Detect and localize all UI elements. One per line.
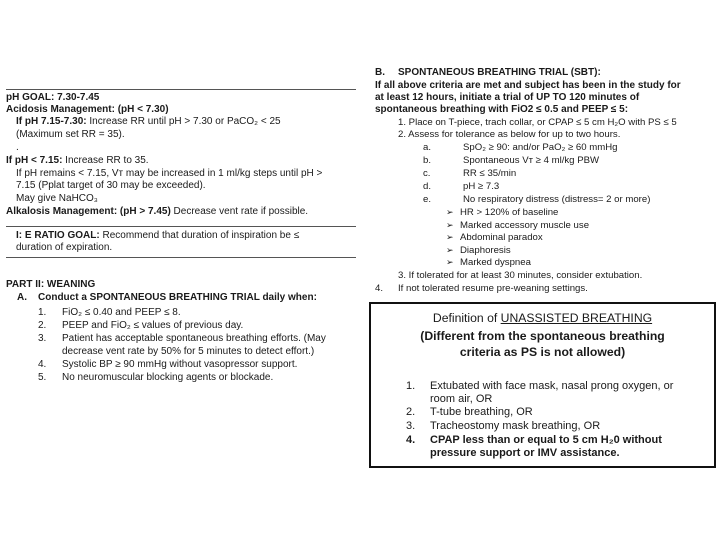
criteria-num: 4. bbox=[38, 359, 47, 370]
distress-sign: Marked accessory muscle use bbox=[460, 220, 590, 231]
distress-sign: Abdominal paradox bbox=[460, 232, 543, 243]
criteria-text: PEEP and FiO₂ ≤ values of previous day. bbox=[62, 320, 244, 331]
sbt-step-4-num: 4. bbox=[375, 283, 384, 294]
tolerance-letter: e. bbox=[423, 194, 432, 205]
box-title-plain: Definition of bbox=[432, 311, 501, 325]
acid-rule-1-line2: (Maximum set RR = 35). bbox=[16, 129, 125, 140]
part2-heading: PART II: WEANING bbox=[6, 279, 96, 290]
acid-rule-2-line3: 7.15 (Pplat target of 30 may be exceeded). bbox=[16, 180, 206, 191]
sbt-step-1: 1. Place on T-piece, trach collar, or CPAP ≤ 5 cm H₂O with PS ≤ 5 bbox=[398, 117, 677, 128]
criteria-num: 2. bbox=[38, 320, 47, 331]
box-item-text: CPAP less than or equal to 5 cm H₂0 without bbox=[430, 434, 662, 446]
criteria-num: 5. bbox=[38, 372, 47, 383]
box-title bbox=[371, 312, 714, 326]
acid-rule-1-text: Increase RR until pH > 7.30 or PaCO₂ < 25 bbox=[86, 116, 281, 127]
box-item-text-cont: room air, OR bbox=[430, 393, 493, 405]
tolerance-letter: c. bbox=[423, 168, 431, 179]
sbt-intro-2: at least 12 hours, initiate a trial of UP TO 120 minutes of bbox=[375, 92, 640, 103]
sbt-letter: B. bbox=[375, 67, 385, 78]
criteria-text-cont: decrease vent rate by 50% for 5 minutes to detect effort.) bbox=[62, 346, 315, 357]
acid-rule-2 bbox=[6, 155, 149, 167]
sbt-step-2: 2. Assess for tolerance as below for up to two hours. bbox=[398, 129, 621, 140]
acid-rule-2-line2: If pH remains < 7.15, Vᴛ may be increased in 1 ml/kg steps until pH > bbox=[16, 168, 323, 179]
criteria-text: Systolic BP ≥ 90 mmHg without vasopressor support. bbox=[62, 359, 298, 370]
sbt-step-4-text: If not tolerated resume pre-weaning settings. bbox=[398, 283, 588, 294]
sbt-heading: SPONTANEOUS BREATHING TRIAL (SBT): bbox=[398, 67, 601, 78]
ie-ratio-text: Recommend that duration of inspiration be ≤ bbox=[99, 230, 300, 241]
box-item-text: T-tube breathing, OR bbox=[430, 406, 533, 418]
box-title-underlined: UNASSISTED BREATHING bbox=[500, 311, 653, 325]
box-subtitle-2: criteria as PS is not allowed) bbox=[459, 345, 626, 359]
criteria-num: 1. bbox=[38, 307, 47, 318]
criteria-text: FiO₂ ≤ 0.40 and PEEP ≤ 8. bbox=[62, 307, 181, 318]
arrow-bullet-icon: ➢ bbox=[446, 232, 454, 242]
distress-sign: Marked dyspnea bbox=[460, 257, 531, 268]
acid-rule-1 bbox=[16, 116, 281, 128]
tolerance-text: pH ≥ 7.3 bbox=[463, 181, 500, 192]
distress-sign: Diaphoresis bbox=[460, 245, 511, 256]
alkalosis-text: Decrease vent rate if possible. bbox=[170, 206, 309, 217]
distress-sign: HR > 120% of baseline bbox=[460, 207, 559, 218]
acid-rule-2-label: If pH < 7.15: bbox=[6, 155, 63, 166]
unassisted-breathing-box bbox=[369, 302, 716, 468]
tolerance-text: Spontaneous Vᴛ ≥ 4 ml/kg PBW bbox=[463, 155, 600, 166]
divider-top-left bbox=[6, 89, 356, 90]
box-item-num: 3. bbox=[406, 420, 416, 432]
tolerance-text: RR ≤ 35/min bbox=[463, 168, 517, 179]
acid-rule-2-text: Increase RR to 35. bbox=[62, 155, 149, 166]
box-item-text: Extubated with face mask, nasal prong oxygen, or bbox=[430, 380, 674, 392]
criteria-text: Patient has acceptable spontaneous breathing efforts. (May bbox=[62, 333, 326, 344]
criteria-text: No neuromuscular blocking agents or blockade. bbox=[62, 372, 274, 383]
arrow-bullet-icon: ➢ bbox=[446, 220, 454, 230]
box-item-text: Tracheostomy mask breathing, OR bbox=[430, 420, 601, 432]
tolerance-text: SpO₂ ≥ 90: and/or PaO₂ ≥ 60 mmHg bbox=[463, 142, 618, 153]
arrow-bullet-icon: ➢ bbox=[446, 207, 454, 217]
ie-ratio-line2: duration of expiration. bbox=[16, 242, 113, 253]
ie-ratio-label: I: E RATIO GOAL: bbox=[16, 230, 100, 241]
sbt-item-letter: A. bbox=[17, 292, 27, 303]
acid-rule-1-label: If pH 7.15-7.30: bbox=[16, 116, 87, 127]
sbt-step-3: 3. If tolerated for at least 30 minutes, consider extubation. bbox=[398, 270, 643, 281]
tolerance-text: No respiratory distress (distress= 2 or more) bbox=[463, 194, 651, 205]
box-item-num: 2. bbox=[406, 406, 416, 418]
acidosis-heading: Acidosis Management: (pH < 7.30) bbox=[6, 104, 169, 115]
box-item-num: 4. bbox=[406, 434, 416, 446]
box-item-text-cont: pressure support or IMV assistance. bbox=[430, 447, 620, 459]
ph-goal-heading: pH GOAL: 7.30-7.45 bbox=[6, 92, 100, 103]
sbt-intro-3: spontaneous breathing with FiO2 ≤ 0.5 and PEEP ≤ 5: bbox=[375, 104, 629, 115]
divider-weaning bbox=[6, 257, 356, 258]
acid-rule-2-line4: May give NaHCO₃ bbox=[16, 193, 98, 204]
tolerance-letter: b. bbox=[423, 155, 432, 166]
divider-mid-left bbox=[6, 226, 356, 227]
sbt-intro-1: If all above criteria are met and subject has been in the study for bbox=[375, 80, 681, 91]
alkalosis-label: Alkalosis Management: (pH > 7.45) bbox=[6, 206, 171, 217]
tolerance-letter: a. bbox=[423, 142, 432, 153]
box-item-num: 1. bbox=[406, 380, 416, 392]
alkalosis-line bbox=[6, 206, 308, 218]
tolerance-letter: d. bbox=[423, 181, 432, 192]
criteria-num: 3. bbox=[38, 333, 47, 344]
arrow-bullet-icon: ➢ bbox=[446, 257, 454, 267]
stray-dot: . bbox=[16, 142, 19, 153]
sbt-item-text: Conduct a SPONTANEOUS BREATHING TRIAL daily when: bbox=[38, 292, 317, 303]
box-subtitle-1: (Different from the spontaneous breathing bbox=[420, 329, 665, 343]
arrow-bullet-icon: ➢ bbox=[446, 245, 454, 255]
ie-ratio-line bbox=[16, 230, 299, 242]
